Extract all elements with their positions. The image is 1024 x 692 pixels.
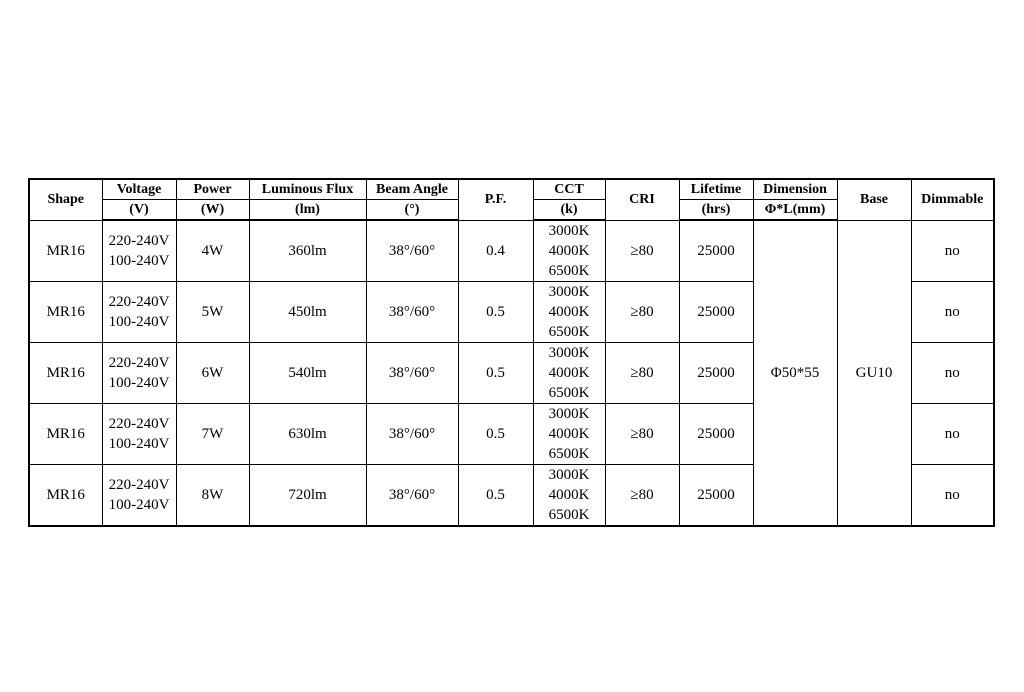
header-beam-angle: Beam Angle bbox=[366, 179, 458, 200]
cell-cct bbox=[533, 404, 605, 465]
cell-flux: 630lm bbox=[249, 404, 366, 465]
cell-power: 7W bbox=[176, 404, 249, 465]
header-voltage-unit: (V) bbox=[102, 200, 176, 221]
cct-line: 4000K bbox=[548, 487, 590, 503]
cell-shape: MR16 bbox=[29, 220, 102, 282]
header-flux-unit: (lm) bbox=[249, 200, 366, 221]
cell-voltage bbox=[102, 282, 176, 343]
cell-cct bbox=[533, 343, 605, 404]
cell-power: 5W bbox=[176, 282, 249, 343]
header-voltage: Voltage bbox=[102, 179, 176, 200]
voltage-line: 220-240V bbox=[108, 355, 170, 371]
header-base: Base bbox=[837, 179, 911, 220]
cell-beam-angle: 38°/60° bbox=[366, 404, 458, 465]
cell-cri: ≥80 bbox=[605, 465, 679, 527]
cell-pf: 0.5 bbox=[458, 343, 533, 404]
cell-power: 6W bbox=[176, 343, 249, 404]
cell-lifetime: 25000 bbox=[679, 465, 753, 527]
cell-beam-angle: 38°/60° bbox=[366, 282, 458, 343]
cct-line: 3000K bbox=[548, 284, 590, 300]
cell-power: 4W bbox=[176, 220, 249, 282]
cct-line: 4000K bbox=[548, 304, 590, 320]
voltage-line: 100-240V bbox=[108, 253, 170, 269]
cct-line: 4000K bbox=[548, 365, 590, 381]
cell-cct bbox=[533, 220, 605, 282]
header-pf: P.F. bbox=[458, 179, 533, 220]
cell-voltage bbox=[102, 343, 176, 404]
header-lifetime-unit: (hrs) bbox=[679, 200, 753, 221]
voltage-line: 220-240V bbox=[108, 477, 170, 493]
cell-shape: MR16 bbox=[29, 404, 102, 465]
cell-beam-angle: 38°/60° bbox=[366, 220, 458, 282]
cct-line: 6500K bbox=[548, 446, 590, 462]
cell-flux: 360lm bbox=[249, 220, 366, 282]
cell-cct bbox=[533, 282, 605, 343]
header-power: Power bbox=[176, 179, 249, 200]
table-row bbox=[29, 220, 994, 282]
header-beam-unit: (°) bbox=[366, 200, 458, 221]
header-dimension-unit: Φ*L(mm) bbox=[753, 200, 837, 221]
cell-dimension: Φ50*55 bbox=[753, 220, 837, 526]
cell-pf: 0.5 bbox=[458, 465, 533, 527]
cell-lifetime: 25000 bbox=[679, 282, 753, 343]
cell-cri: ≥80 bbox=[605, 282, 679, 343]
header-dimension: Dimension bbox=[753, 179, 837, 200]
cell-lifetime: 25000 bbox=[679, 343, 753, 404]
header-cct: CCT bbox=[533, 179, 605, 200]
cell-shape: MR16 bbox=[29, 465, 102, 527]
cell-beam-angle: 38°/60° bbox=[366, 343, 458, 404]
cell-power: 8W bbox=[176, 465, 249, 527]
cell-shape: MR16 bbox=[29, 282, 102, 343]
cell-pf: 0.5 bbox=[458, 282, 533, 343]
cell-cct bbox=[533, 465, 605, 527]
voltage-line: 220-240V bbox=[108, 416, 170, 432]
cell-base: GU10 bbox=[837, 220, 911, 526]
header-shape: Shape bbox=[29, 179, 102, 220]
header-cct-unit: (k) bbox=[533, 200, 605, 221]
voltage-line: 220-240V bbox=[108, 294, 170, 310]
cell-voltage bbox=[102, 465, 176, 527]
cell-voltage bbox=[102, 404, 176, 465]
cct-line: 3000K bbox=[548, 345, 590, 361]
voltage-line: 100-240V bbox=[108, 436, 170, 452]
cct-line: 3000K bbox=[548, 223, 590, 239]
header-luminous-flux: Luminous Flux bbox=[249, 179, 366, 200]
cell-flux: 720lm bbox=[249, 465, 366, 527]
cell-pf: 0.5 bbox=[458, 404, 533, 465]
cell-beam-angle: 38°/60° bbox=[366, 465, 458, 527]
cell-dimmable: no bbox=[911, 404, 994, 465]
cct-line: 4000K bbox=[548, 426, 590, 442]
cct-line: 4000K bbox=[548, 243, 590, 259]
cell-cri: ≥80 bbox=[605, 404, 679, 465]
cct-line: 6500K bbox=[548, 263, 590, 279]
cell-flux: 540lm bbox=[249, 343, 366, 404]
cell-dimmable: no bbox=[911, 343, 994, 404]
spec-table bbox=[28, 178, 995, 527]
cell-flux: 450lm bbox=[249, 282, 366, 343]
cct-line: 3000K bbox=[548, 467, 590, 483]
voltage-line: 220-240V bbox=[108, 233, 170, 249]
voltage-line: 100-240V bbox=[108, 314, 170, 330]
cell-lifetime: 25000 bbox=[679, 220, 753, 282]
cell-dimmable: no bbox=[911, 465, 994, 527]
cell-cri: ≥80 bbox=[605, 220, 679, 282]
header-dimmable: Dimmable bbox=[911, 179, 994, 220]
cct-line: 6500K bbox=[548, 324, 590, 340]
header-cri: CRI bbox=[605, 179, 679, 220]
header-lifetime: Lifetime bbox=[679, 179, 753, 200]
cell-dimmable: no bbox=[911, 220, 994, 282]
cell-pf: 0.4 bbox=[458, 220, 533, 282]
cell-cri: ≥80 bbox=[605, 343, 679, 404]
voltage-line: 100-240V bbox=[108, 375, 170, 391]
header-power-unit: (W) bbox=[176, 200, 249, 221]
cct-line: 6500K bbox=[548, 385, 590, 401]
cell-lifetime: 25000 bbox=[679, 404, 753, 465]
voltage-line: 100-240V bbox=[108, 497, 170, 513]
cell-dimmable: no bbox=[911, 282, 994, 343]
cct-line: 6500K bbox=[548, 507, 590, 523]
cell-shape: MR16 bbox=[29, 343, 102, 404]
cct-line: 3000K bbox=[548, 406, 590, 422]
cell-voltage bbox=[102, 220, 176, 282]
